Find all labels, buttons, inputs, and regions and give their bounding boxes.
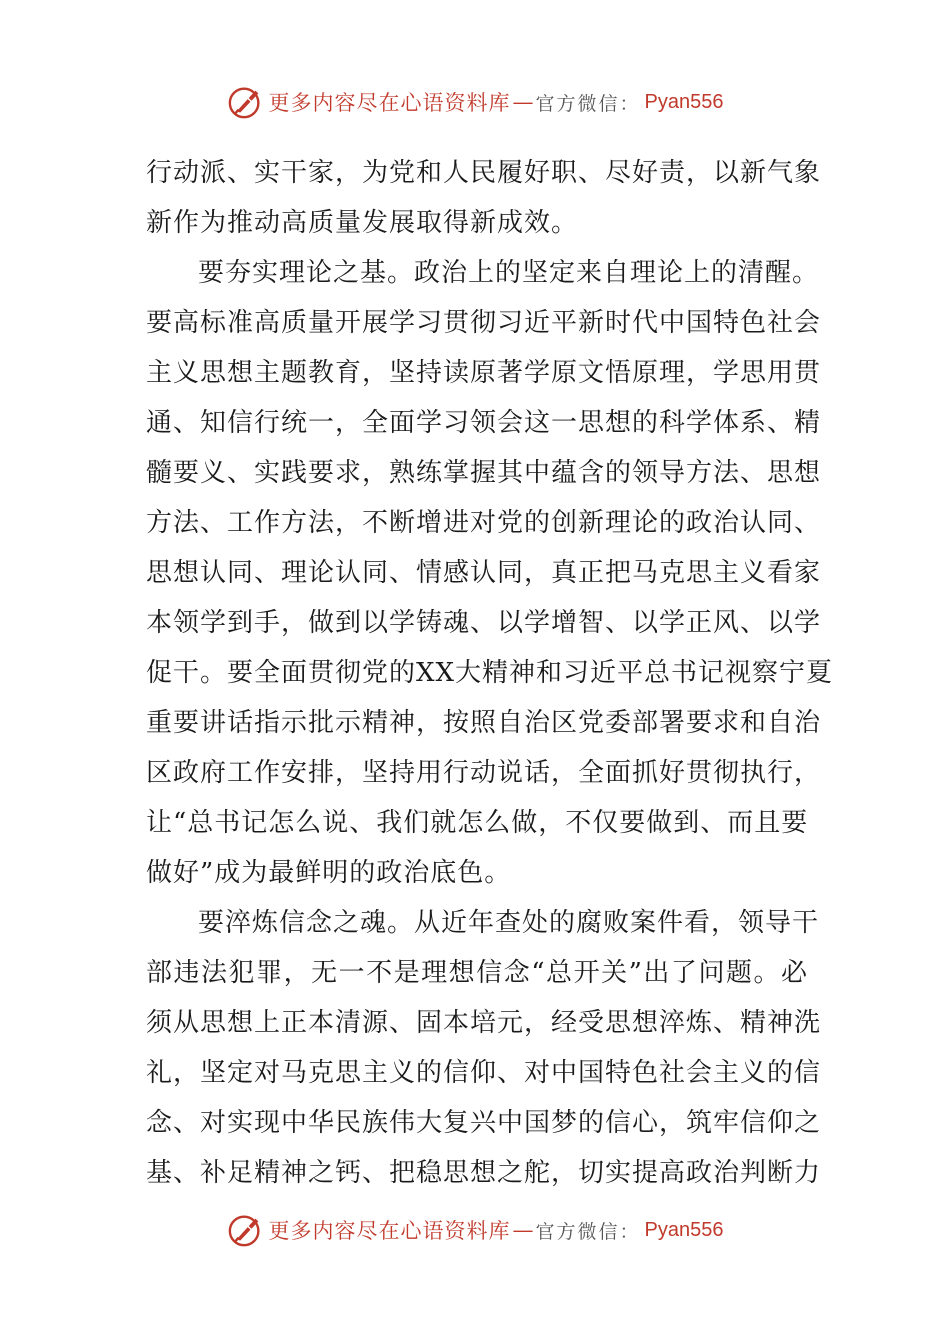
body-line: 本领学到手，做到以学铸魂、以学增智、以学正风、以学 <box>146 608 822 638</box>
banner-dash: — <box>512 1218 534 1242</box>
quill-logo-icon <box>227 83 265 121</box>
body-line: 区政府工作安排，坚持用行动说话，全面抓好贯彻执行， <box>146 758 822 788</box>
body-line: 让“总书记怎么说、我们就怎么做，不仅要做到、而且要 <box>146 808 809 838</box>
body-line: 须从思想上正本清源、固本培元，经受思想淬炼、精神洗 <box>146 1008 822 1038</box>
header-watermark-banner <box>0 82 950 122</box>
body-line: 通、知信行统一，全面学习领会这一思想的科学体系、精 <box>146 408 822 438</box>
banner-brand-text: 更多内容尽在心语资料库 <box>268 91 511 115</box>
body-line: 促干。要全面贯彻党的XX大精神和习近平总书记视察宁夏 <box>146 658 834 688</box>
body-line: 念、对实现中华民族伟大复兴中国梦的信心，筑牢信仰之 <box>146 1108 822 1138</box>
body-line: 礼，坚定对马克思主义的信仰、对中国特色社会主义的信 <box>146 1058 822 1088</box>
banner-dash: — <box>512 90 534 114</box>
banner-wechat-label: 官方微信： <box>535 92 641 115</box>
banner-brand-text: 更多内容尽在心语资料库 <box>268 1219 511 1243</box>
body-line: 做好”成为最鲜明的政治底色。 <box>146 858 512 888</box>
body-line: 基、补足精神之钙、把稳思想之舵，切实提高政治判断力 <box>146 1158 822 1188</box>
body-line: 思想认同、理论认同、情感认同，真正把马克思主义看家 <box>146 558 822 588</box>
banner-wechat-id: Pyan556 <box>644 90 724 113</box>
body-line: 行动派、实干家，为党和人民履好职、尽好责，以新气象 <box>146 158 822 188</box>
document-body <box>146 148 834 1198</box>
footer-watermark-banner <box>0 1210 950 1250</box>
body-line: 髓要义、实践要求，熟练掌握其中蕴含的领导方法、思想 <box>146 458 822 488</box>
quill-logo-icon <box>227 1211 265 1249</box>
body-line: 主义思想主题教育，坚持读原著学原文悟原理，学思用贯 <box>146 358 822 388</box>
body-line: 方法、工作方法，不断增进对党的创新理论的政治认同、 <box>146 508 822 538</box>
paragraph-heading-line: 要夯实理论之基。政治上的坚定来自理论上的清醒。 <box>198 258 820 288</box>
banner-wechat-label: 官方微信： <box>535 1220 641 1243</box>
body-line: 部违法犯罪，无一不是理想信念“总开关”出了问题。必 <box>146 958 808 988</box>
body-line: 重要讲话指示批示精神，按照自治区党委部署要求和自治 <box>146 708 822 738</box>
banner-wechat-id: Pyan556 <box>644 1218 724 1241</box>
paragraph-heading-line: 要淬炼信念之魂。从近年查处的腐败案件看，领导干 <box>198 908 820 938</box>
body-line: 新作为推动高质量发展取得新成效。 <box>146 208 579 238</box>
body-line: 要高标准高质量开展学习贯彻习近平新时代中国特色社会 <box>146 308 822 338</box>
